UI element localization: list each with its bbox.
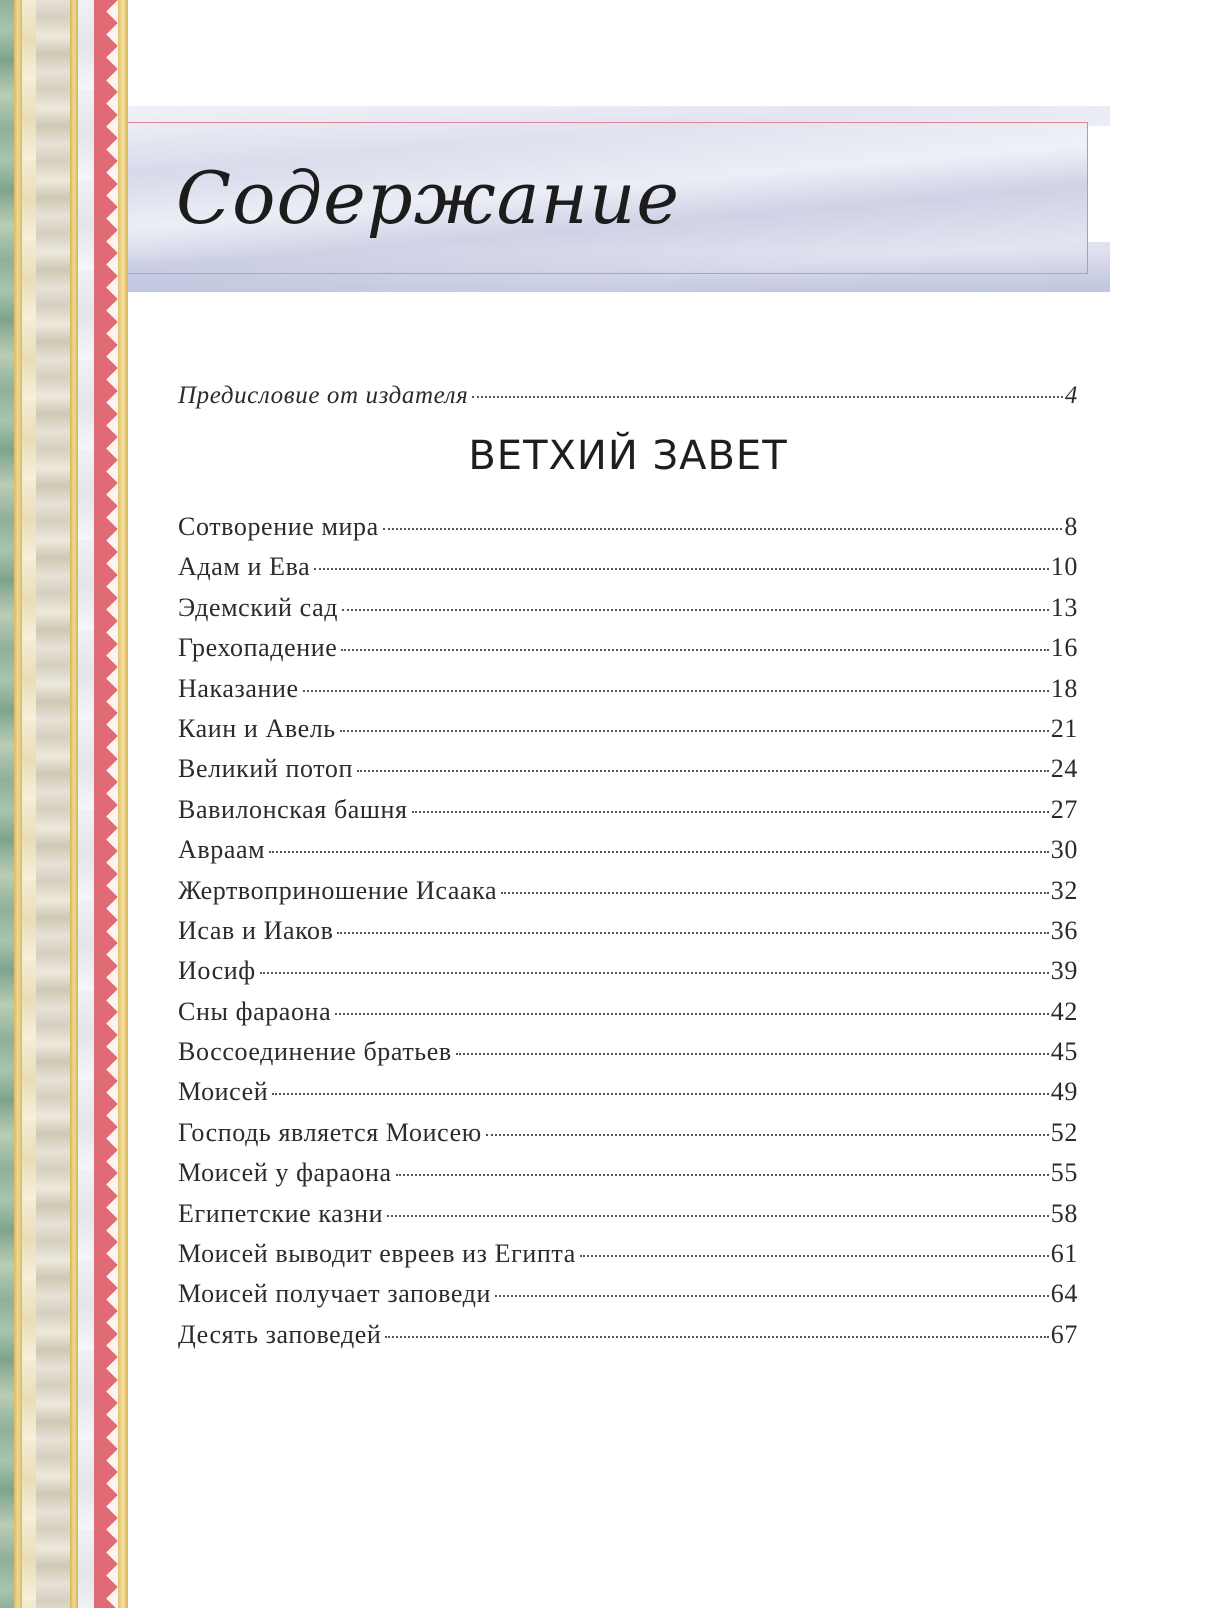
toc-entry-page: 52 xyxy=(1050,1117,1078,1147)
toc-entry-title: Каин и Авель xyxy=(178,713,336,743)
toc-entry-title: Грехопадение xyxy=(178,633,338,663)
border-band-triangles xyxy=(94,0,118,1608)
border-band-cream xyxy=(22,0,36,1608)
toc-entry-page: 67 xyxy=(1050,1319,1078,1349)
toc-entry-page: 61 xyxy=(1050,1239,1078,1269)
toc-entry-page: 49 xyxy=(1050,1077,1078,1107)
toc-entry-page: 18 xyxy=(1050,673,1078,703)
toc-entry[interactable] xyxy=(178,1199,1078,1239)
toc-entry-page: 16 xyxy=(1050,633,1078,663)
toc-entry-title: Великий потоп xyxy=(178,754,354,784)
toc-entry-page: 13 xyxy=(1050,592,1078,622)
toc-entry[interactable] xyxy=(178,795,1078,835)
dot-leader xyxy=(456,1053,1049,1055)
toc-entry-title: Эдемский сад xyxy=(178,592,339,622)
toc-entry[interactable] xyxy=(178,714,1078,754)
banner-notch xyxy=(1088,126,1110,242)
dot-leader xyxy=(337,932,1048,934)
toc-entry-page: 24 xyxy=(1050,754,1078,784)
toc-entry[interactable] xyxy=(178,1158,1078,1198)
toc-entry-page: 21 xyxy=(1050,713,1078,743)
dot-leader xyxy=(486,1134,1049,1136)
section-heading: ВЕТХИЙ ЗАВЕТ xyxy=(468,433,788,479)
toc-entry[interactable] xyxy=(178,754,1078,794)
dot-leader xyxy=(341,649,1048,651)
toc-entry-title: Воссоединение братьев xyxy=(178,1037,452,1067)
toc-entry[interactable] xyxy=(178,835,1078,875)
toc-entry-page: 58 xyxy=(1050,1198,1078,1228)
toc-entry[interactable] xyxy=(178,1239,1078,1279)
dot-leader xyxy=(495,1295,1049,1297)
toc-entry-page: 55 xyxy=(1050,1158,1078,1188)
toc-entry-title: Иосиф xyxy=(178,956,256,986)
toc-entry-title: Авраам xyxy=(178,835,266,865)
dot-leader xyxy=(335,1013,1049,1015)
dot-leader xyxy=(387,1215,1049,1217)
toc-entry-page: 64 xyxy=(1050,1279,1078,1309)
toc-entry[interactable] xyxy=(178,512,1078,552)
toc-entry-title: Адам и Ева xyxy=(178,552,311,582)
toc-entry[interactable] xyxy=(178,1118,1078,1158)
page-title: Содержание xyxy=(176,156,680,240)
border-band-gold xyxy=(14,0,22,1608)
dot-leader xyxy=(342,609,1049,611)
header-banner xyxy=(128,106,1110,292)
toc-entry-title: Десять заповедей xyxy=(178,1319,382,1349)
toc-entry[interactable] xyxy=(178,876,1078,916)
toc-entry-page: 8 xyxy=(1064,512,1078,541)
dot-leader xyxy=(340,730,1049,732)
dot-leader xyxy=(396,1174,1049,1176)
toc-entry-title: Наказание xyxy=(178,673,299,703)
dot-leader xyxy=(357,770,1049,772)
toc-entry-title: Моисей получает заповеди xyxy=(178,1279,492,1309)
dot-leader xyxy=(501,892,1049,894)
toc-entry-preface[interactable] xyxy=(178,382,1078,422)
border-band-stone xyxy=(36,0,70,1608)
toc-entry-page: 30 xyxy=(1050,835,1078,865)
dot-leader xyxy=(269,851,1049,853)
toc-entry-title: Вавилонская башня xyxy=(178,794,408,824)
toc-entry-title: Сны фараона xyxy=(178,996,332,1026)
toc-entry-title: Моисей выводит евреев из Египта xyxy=(178,1239,576,1269)
toc-entry-title: Моисей у фараона xyxy=(178,1158,392,1188)
toc-entry[interactable] xyxy=(178,552,1078,592)
dot-leader xyxy=(272,1093,1049,1095)
toc-entry-title: Жертвоприношение Исаака xyxy=(178,875,498,905)
toc-entry[interactable] xyxy=(178,956,1078,996)
toc-entry[interactable] xyxy=(178,997,1078,1037)
dot-leader xyxy=(383,528,1063,530)
toc-entry[interactable] xyxy=(178,1320,1078,1360)
toc-entry-page: 45 xyxy=(1050,1037,1078,1067)
dot-leader xyxy=(303,690,1049,692)
toc-entry-title: Египетские казни xyxy=(178,1198,384,1228)
toc-entry-page: 39 xyxy=(1050,956,1078,986)
decorative-border xyxy=(0,0,128,1608)
dot-leader xyxy=(385,1336,1048,1338)
toc-entry-page: 42 xyxy=(1050,996,1078,1026)
border-band-gold xyxy=(70,0,78,1608)
toc-entry[interactable] xyxy=(178,1077,1078,1117)
toc-entry-title: Исав и Иаков xyxy=(178,915,334,945)
toc-entry[interactable] xyxy=(178,1037,1078,1077)
toc-entry-title: Предисловие от издателя xyxy=(178,382,469,409)
toc-entry[interactable] xyxy=(178,916,1078,956)
border-band-green xyxy=(0,0,14,1608)
dot-leader xyxy=(260,972,1049,974)
toc-entry-page: 32 xyxy=(1050,875,1078,905)
toc-entry[interactable] xyxy=(178,633,1078,673)
toc-entry-page: 4 xyxy=(1064,382,1078,409)
toc-entry-title: Сотворение мира xyxy=(178,512,379,541)
dot-leader xyxy=(472,396,1062,398)
toc-entry-title: Моисей xyxy=(178,1077,269,1107)
toc-entry-page: 10 xyxy=(1050,552,1078,582)
dot-leader xyxy=(580,1255,1049,1257)
dot-leader xyxy=(412,811,1049,813)
toc-entry[interactable] xyxy=(178,674,1078,714)
toc-entries xyxy=(178,512,1078,1360)
toc-entry[interactable] xyxy=(178,1279,1078,1319)
toc-entry[interactable] xyxy=(178,593,1078,633)
toc-entry-page: 27 xyxy=(1050,794,1078,824)
toc-entry-page: 36 xyxy=(1050,915,1078,945)
table-of-contents xyxy=(178,382,1078,1360)
border-band-gold xyxy=(118,0,128,1608)
border-band-white xyxy=(78,0,94,1608)
toc-entry-title: Господь является Моисею xyxy=(178,1117,482,1147)
dot-leader xyxy=(314,568,1049,570)
